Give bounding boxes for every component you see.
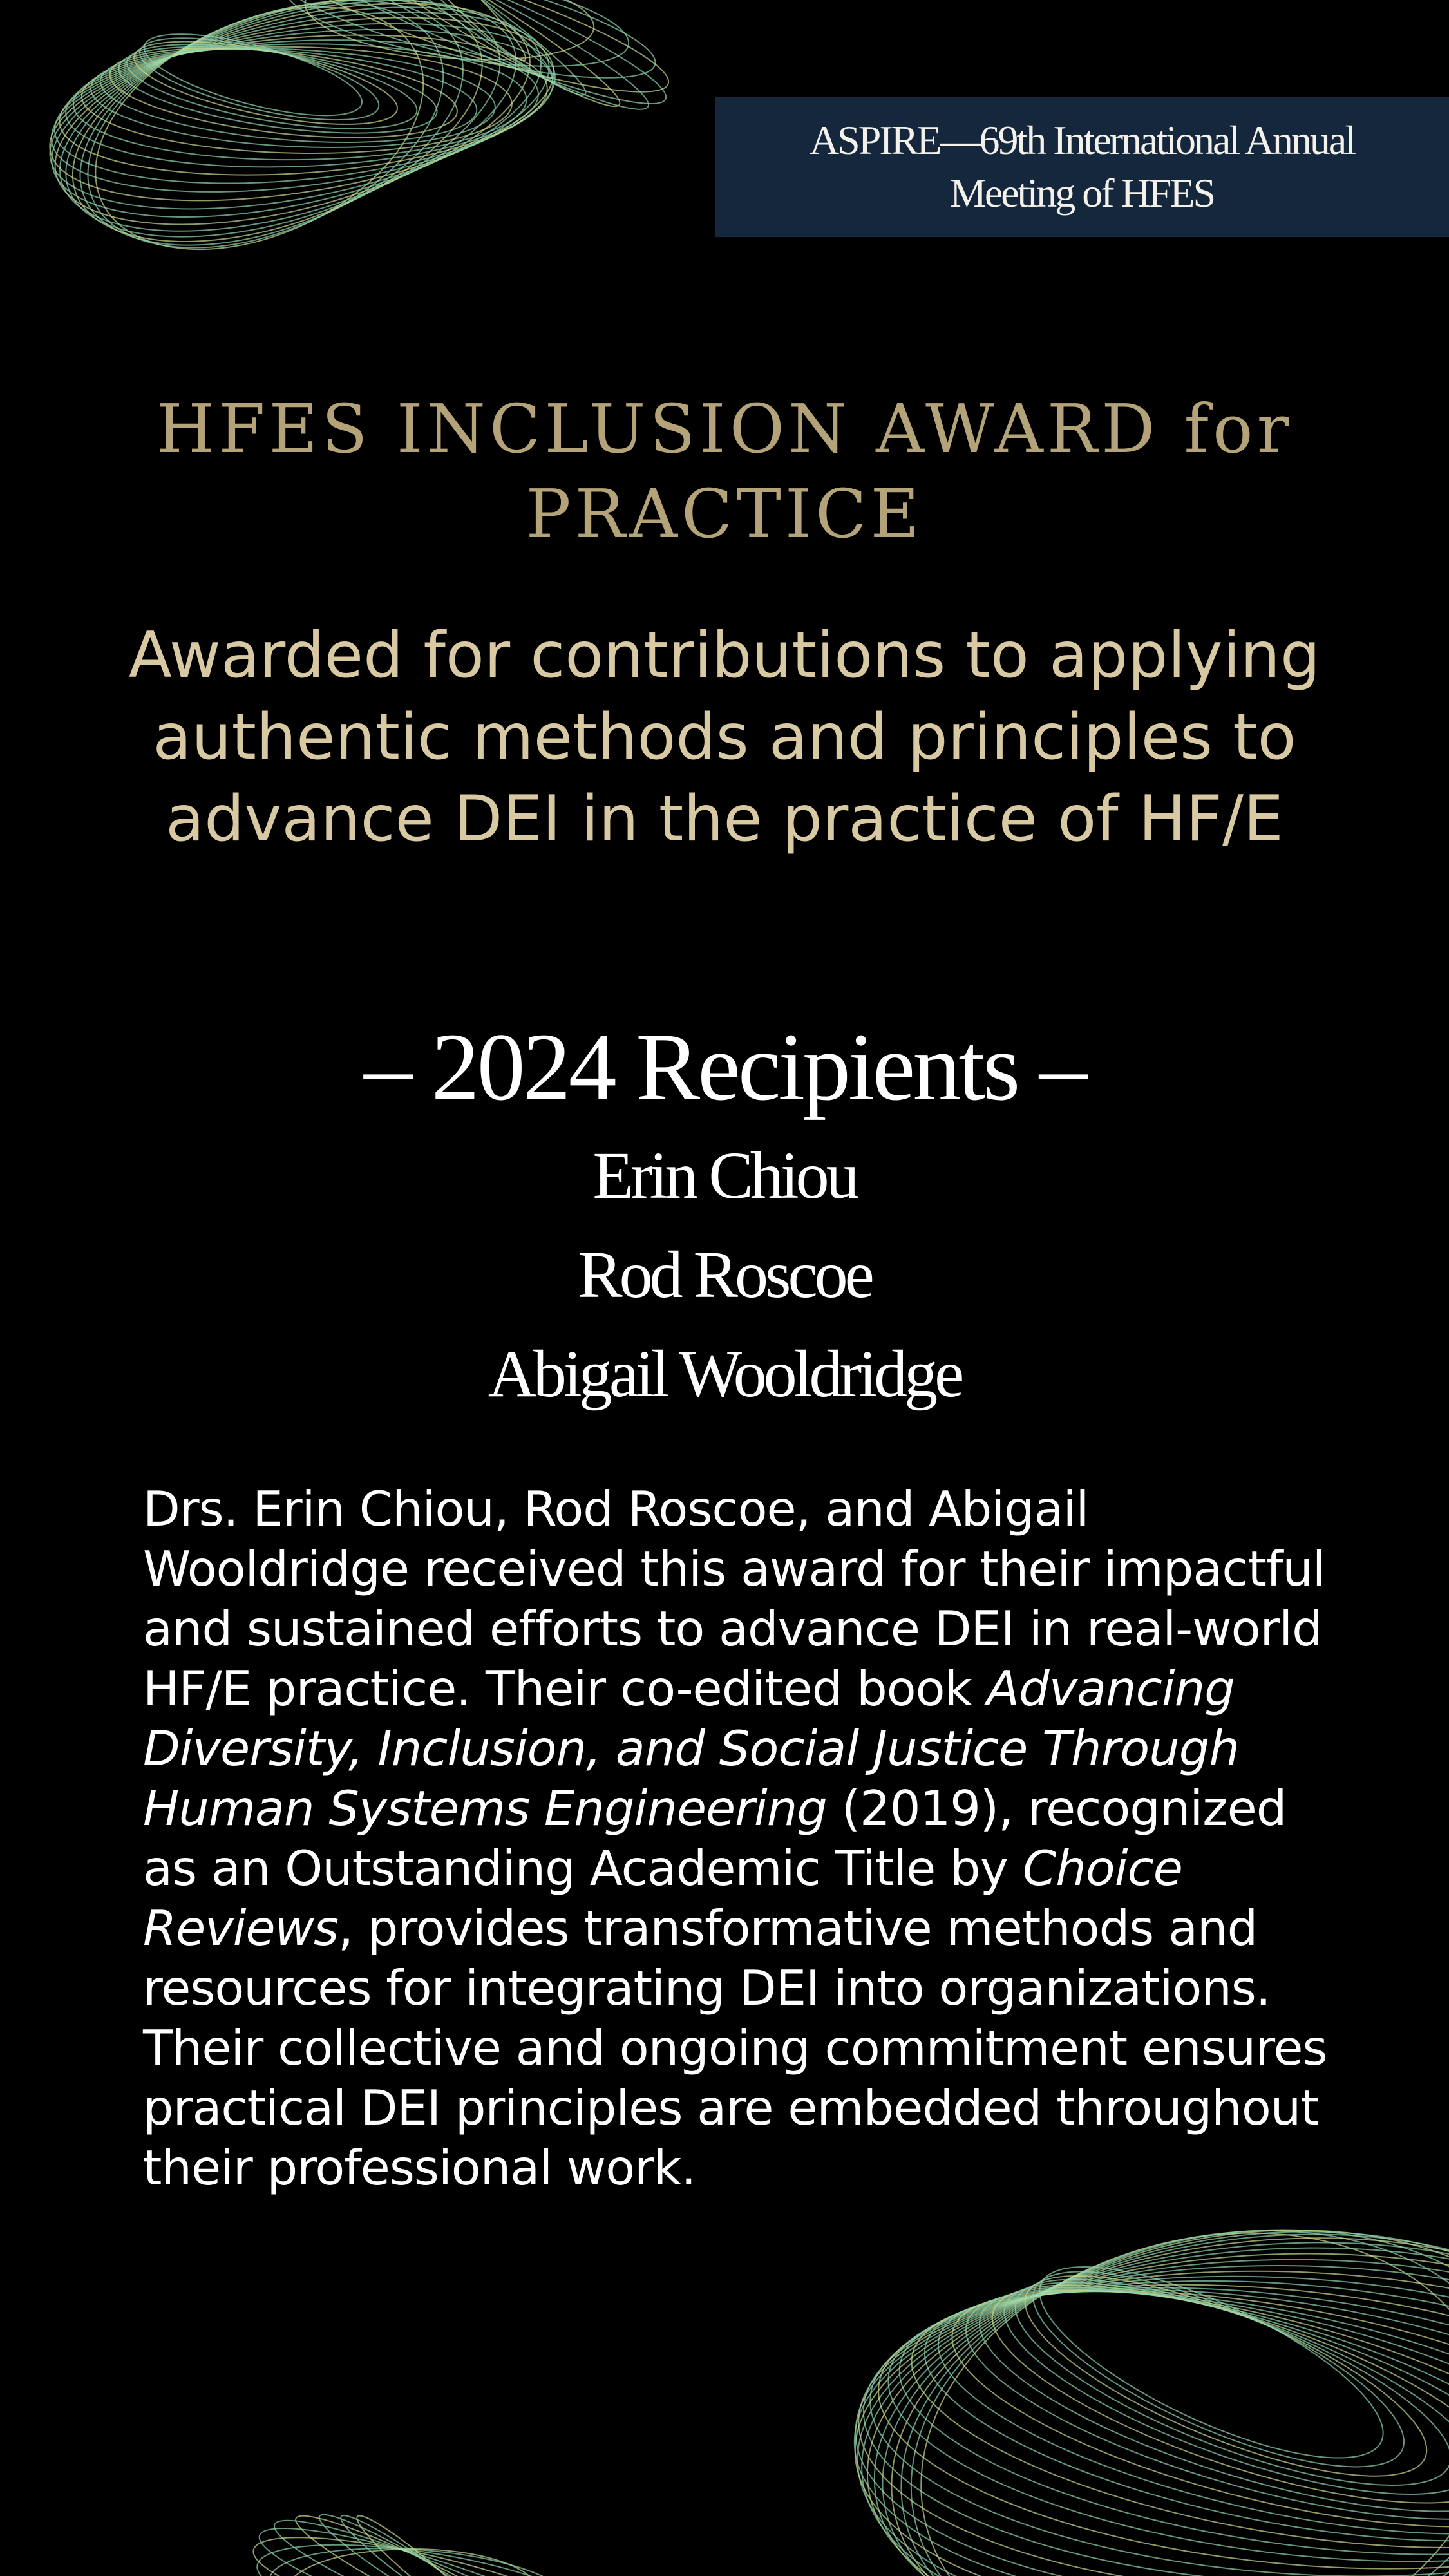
- recipient-name: Abigail Wooldridge: [488, 1337, 961, 1411]
- description-text: Drs. Erin Chiou, Rod Roscoe, and Abigail Wooldridge received this award for their impactful and sustained efforts to advance DEI in real-world HF/E practice. Their co-edited book: [143, 1481, 1325, 1717]
- award-subtitle: Awarded for contributions to applying authentic methods and principles to advance DEI in the practice of HF/E: [128, 619, 1321, 856]
- publication-name: Choice Reviews: [143, 1840, 1182, 1956]
- award-description: [143, 1479, 1334, 2198]
- recipient-name: Erin Chiou: [592, 1139, 857, 1213]
- description-text: , provides transformative methods and resources for integrating DEI into organizations. Their collective and ongoing commitment ensures practical DEI principles are embedded throughout their professional work.: [143, 1900, 1327, 2196]
- recipient-name: Rod Roscoe: [578, 1238, 871, 1312]
- wave-line: [251, 2526, 601, 2576]
- award-title: HFES INCLUSION AWARD for PRACTICE: [156, 390, 1293, 553]
- description-text: (2019), recognized as an Outstanding Academic Title by: [143, 1780, 1287, 1897]
- wave-line: [245, 2515, 617, 2576]
- recipients-heading: – 2024 Recipients –: [364, 1014, 1085, 1121]
- book-title: Advancing Diversity, Inclusion, and Social Justice Through Human Systems Engineering: [143, 1660, 1239, 1837]
- event-banner-text: ASPIRE—69th International Annual Meeting of HFES: [809, 117, 1355, 216]
- event-banner: [715, 97, 1449, 237]
